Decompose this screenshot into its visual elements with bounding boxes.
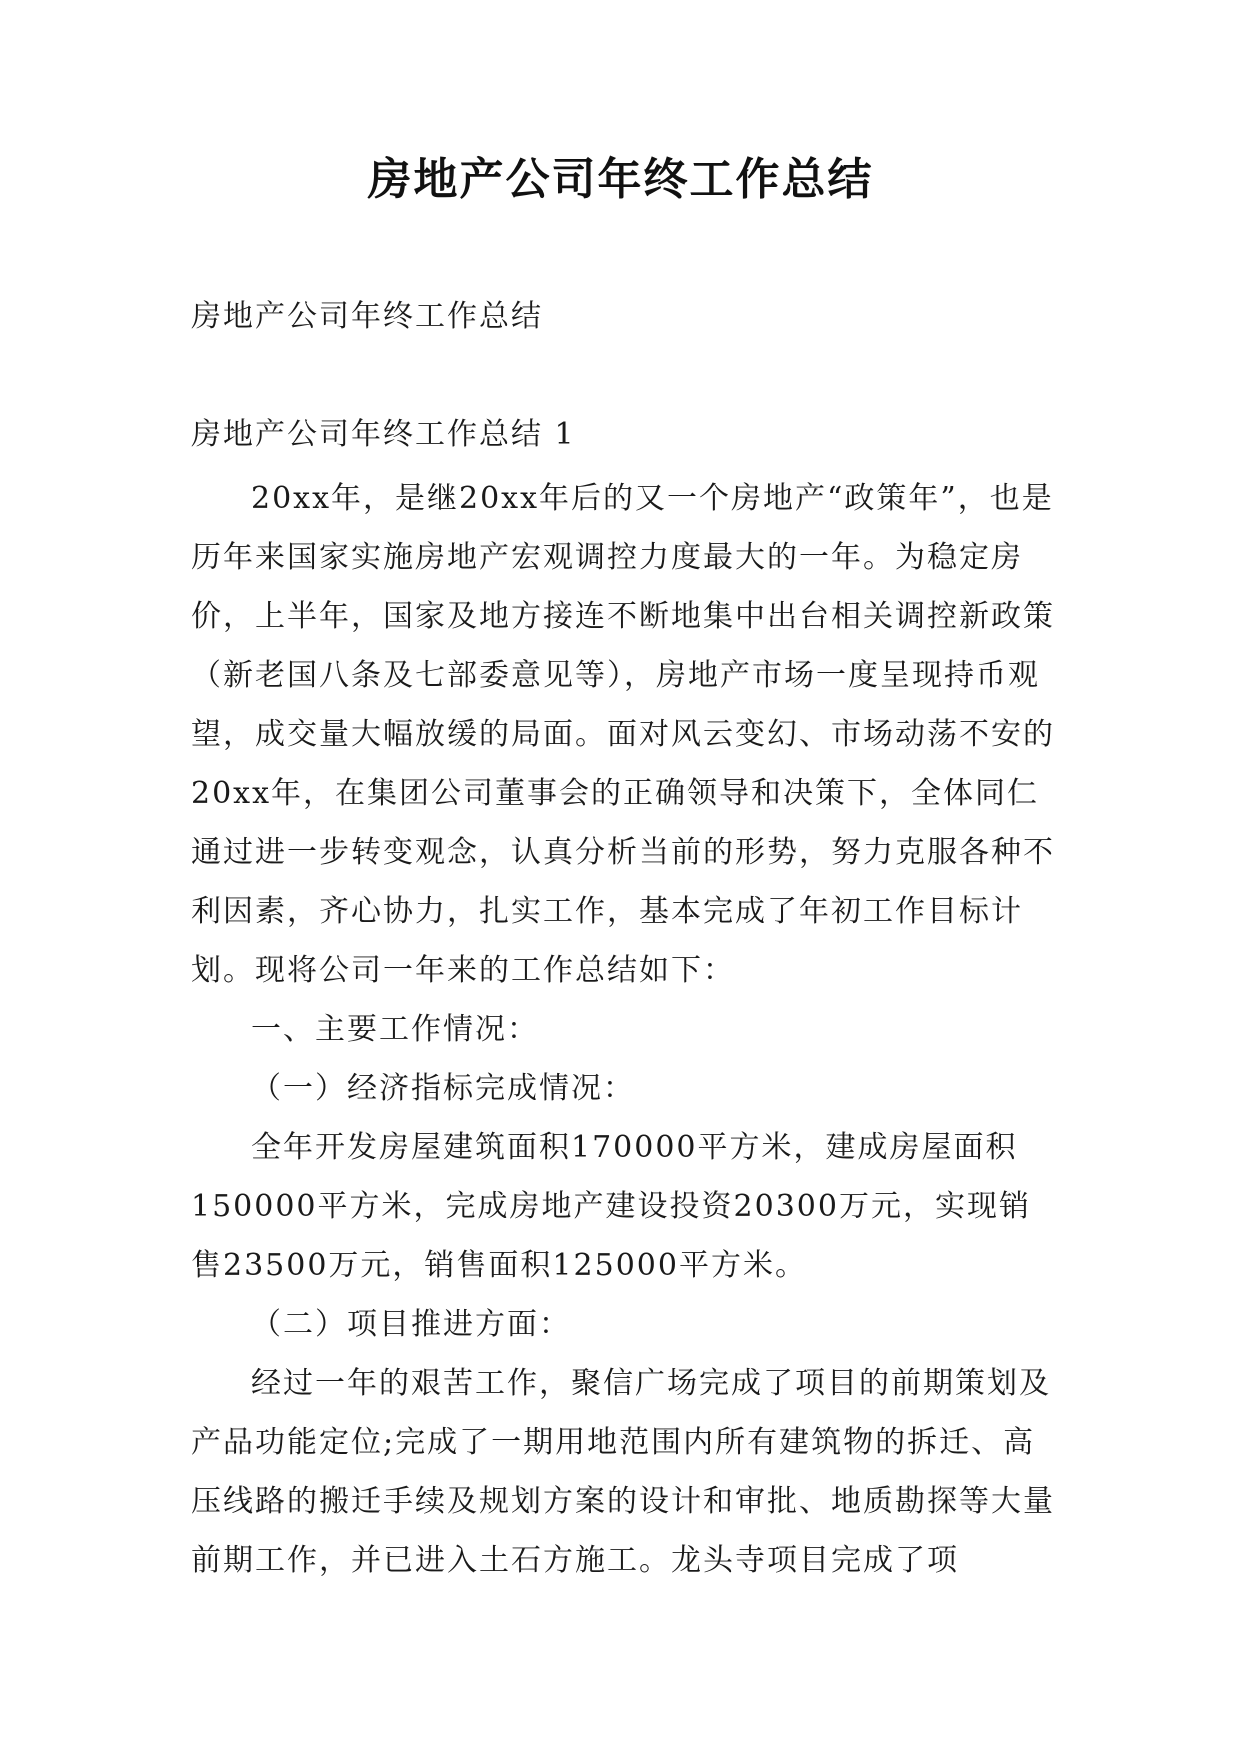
document-title: 房地产公司年终工作总结: [367, 154, 874, 205]
section-heading: 房地产公司年终工作总结 1: [191, 417, 576, 452]
subheading-project-progress: （二）项目推进方面：: [251, 1307, 571, 1342]
paragraph-project-progress: 经过一年的艰苦工作，聚信广场完成了项目的前期策划及产品功能定位;完成了一期用地范围内所有建筑物的拆迁、高压线路的搬迁手续及规划方案的设计和审批、地质勘探等大量前期工作，并已进入土石方施工。龙头寺项目完成了项: [191, 1366, 1055, 1578]
heading-main-work: 一、主要工作情况：: [251, 1012, 539, 1047]
paragraph-economic-indicators: 全年开发房屋建筑面积170000平方米，建成房屋面积150000平方米，完成房地产建设投资20300万元，实现销售23500万元，销售面积125000平方米。: [191, 1130, 1031, 1283]
subheading-economic-indicators: （一）经济指标完成情况：: [251, 1071, 635, 1106]
document-body: [191, 469, 1061, 1590]
document-subtitle: 房地产公司年终工作总结: [191, 299, 543, 334]
paragraph-intro: 20xx年，是继20xx年后的又一个房地产“政策年”，也是历年来国家实施房地产宏观调控力度最大的一年。为稳定房价，上半年，国家及地方接连不断地集中出台相关调控新政策（新老国八条及七部委意见等），房地产市场一度呈现持币观望，成交量大幅放缓的局面。面对风云变幻、市场动荡不安的20xx年，在集团公司董事会的正确领导和决策下，全体同仁通过进一步转变观念，认真分析当前的形势，努力克服各种不利因素，齐心协力，扎实工作，基本完成了年初工作目标计划。现将公司一年来的工作总结如下：: [191, 481, 1055, 988]
